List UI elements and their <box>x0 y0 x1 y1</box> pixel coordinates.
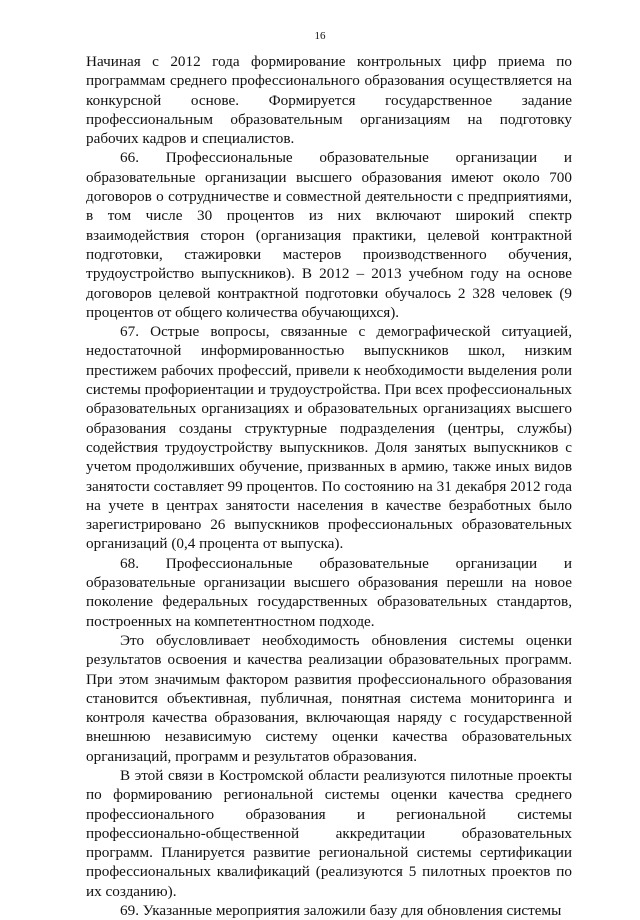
paragraph-68: 68. Профессиональные образовательные организации и образовательные организации высшего образования перешли на новое поколение федеральных государственных образовательных стандартов, построенных на компетентностном подходе. <box>86 554 572 630</box>
paragraph-admission-quotas: Начиная с 2012 года формирование контрольных цифр приема по программам среднего профессионального образования осуществляется на конкурсной основе. Формируется государственное задание профессиональным образовательным организациям на подготовку рабочих кадров и специалистов. <box>86 53 572 148</box>
paragraph-assessment-system: Это обусловливает необходимость обновления системы оценки результатов освоения и качества реализации образовательных программ. При этом значимым фактором развития профессионального образования становится объективная, публичная, понятная система мониторинга и контроля качества образования, включающая наряду с государственной внешнюю независимую систему оценки качества образовательных организаций, программ и результатов образования. <box>86 631 572 765</box>
page-number: 16 <box>314 30 326 42</box>
paragraph-kostroma-pilots: В этой связи в Костромской области реализуются пилотные проекты по формированию региональной системы оценки качества среднего профессионального образования и региональной системы профессионально-общественной аккредитации образовательных программ. Планируется развитие региональной системы сертификации профессиональных квалификаций (реализуются 5 пилотных проектов по их созданию). <box>86 766 572 900</box>
paragraph-67: 67. Острые вопросы, связанные с демографической ситуацией, недостаточной информированностью выпускников школ, низким престижем рабочих профессий, привели к необходимости выделения роли системы профориентации и трудоустройства. При всех профессиональных образовательных организациях и образовательных организациях высшего образования созданы структурные подразделения (центры, службы) содействия трудоустройству выпускников. Доля занятых выпускников с учетом продолживших обучение, призванных в армию, также иных видов занятости составляет 99 процентов. По состоянию на 31 декабря 2012 года на учете в центрах занятости населения в качестве безработных было зарегистрировано 26 выпускников профессиональных образовательных организаций (0,4 процента от выпуска). <box>86 323 572 553</box>
paragraph-69: 69. Указанные мероприятия заложили базу для обновления системы <box>120 902 562 920</box>
document-body <box>86 52 572 920</box>
paragraph-66: 66. Профессиональные образовательные организации и образовательные организации высшего образования имеют около 700 договоров о сотрудничестве и совместной деятельности с предприятиями, в том числе 30 процентов из них включают широкий спектр взаимодействия сторон (организация практики, целевой контрактной подготовки, стажировки мастеров производственного обучения, трудоустройство выпускников). В 2012 – 2013 учебном году на основе договоров целевой контрактной подготовки обучалось 2 328 человек (9 процентов от общего количества обучающихся). <box>86 149 572 321</box>
